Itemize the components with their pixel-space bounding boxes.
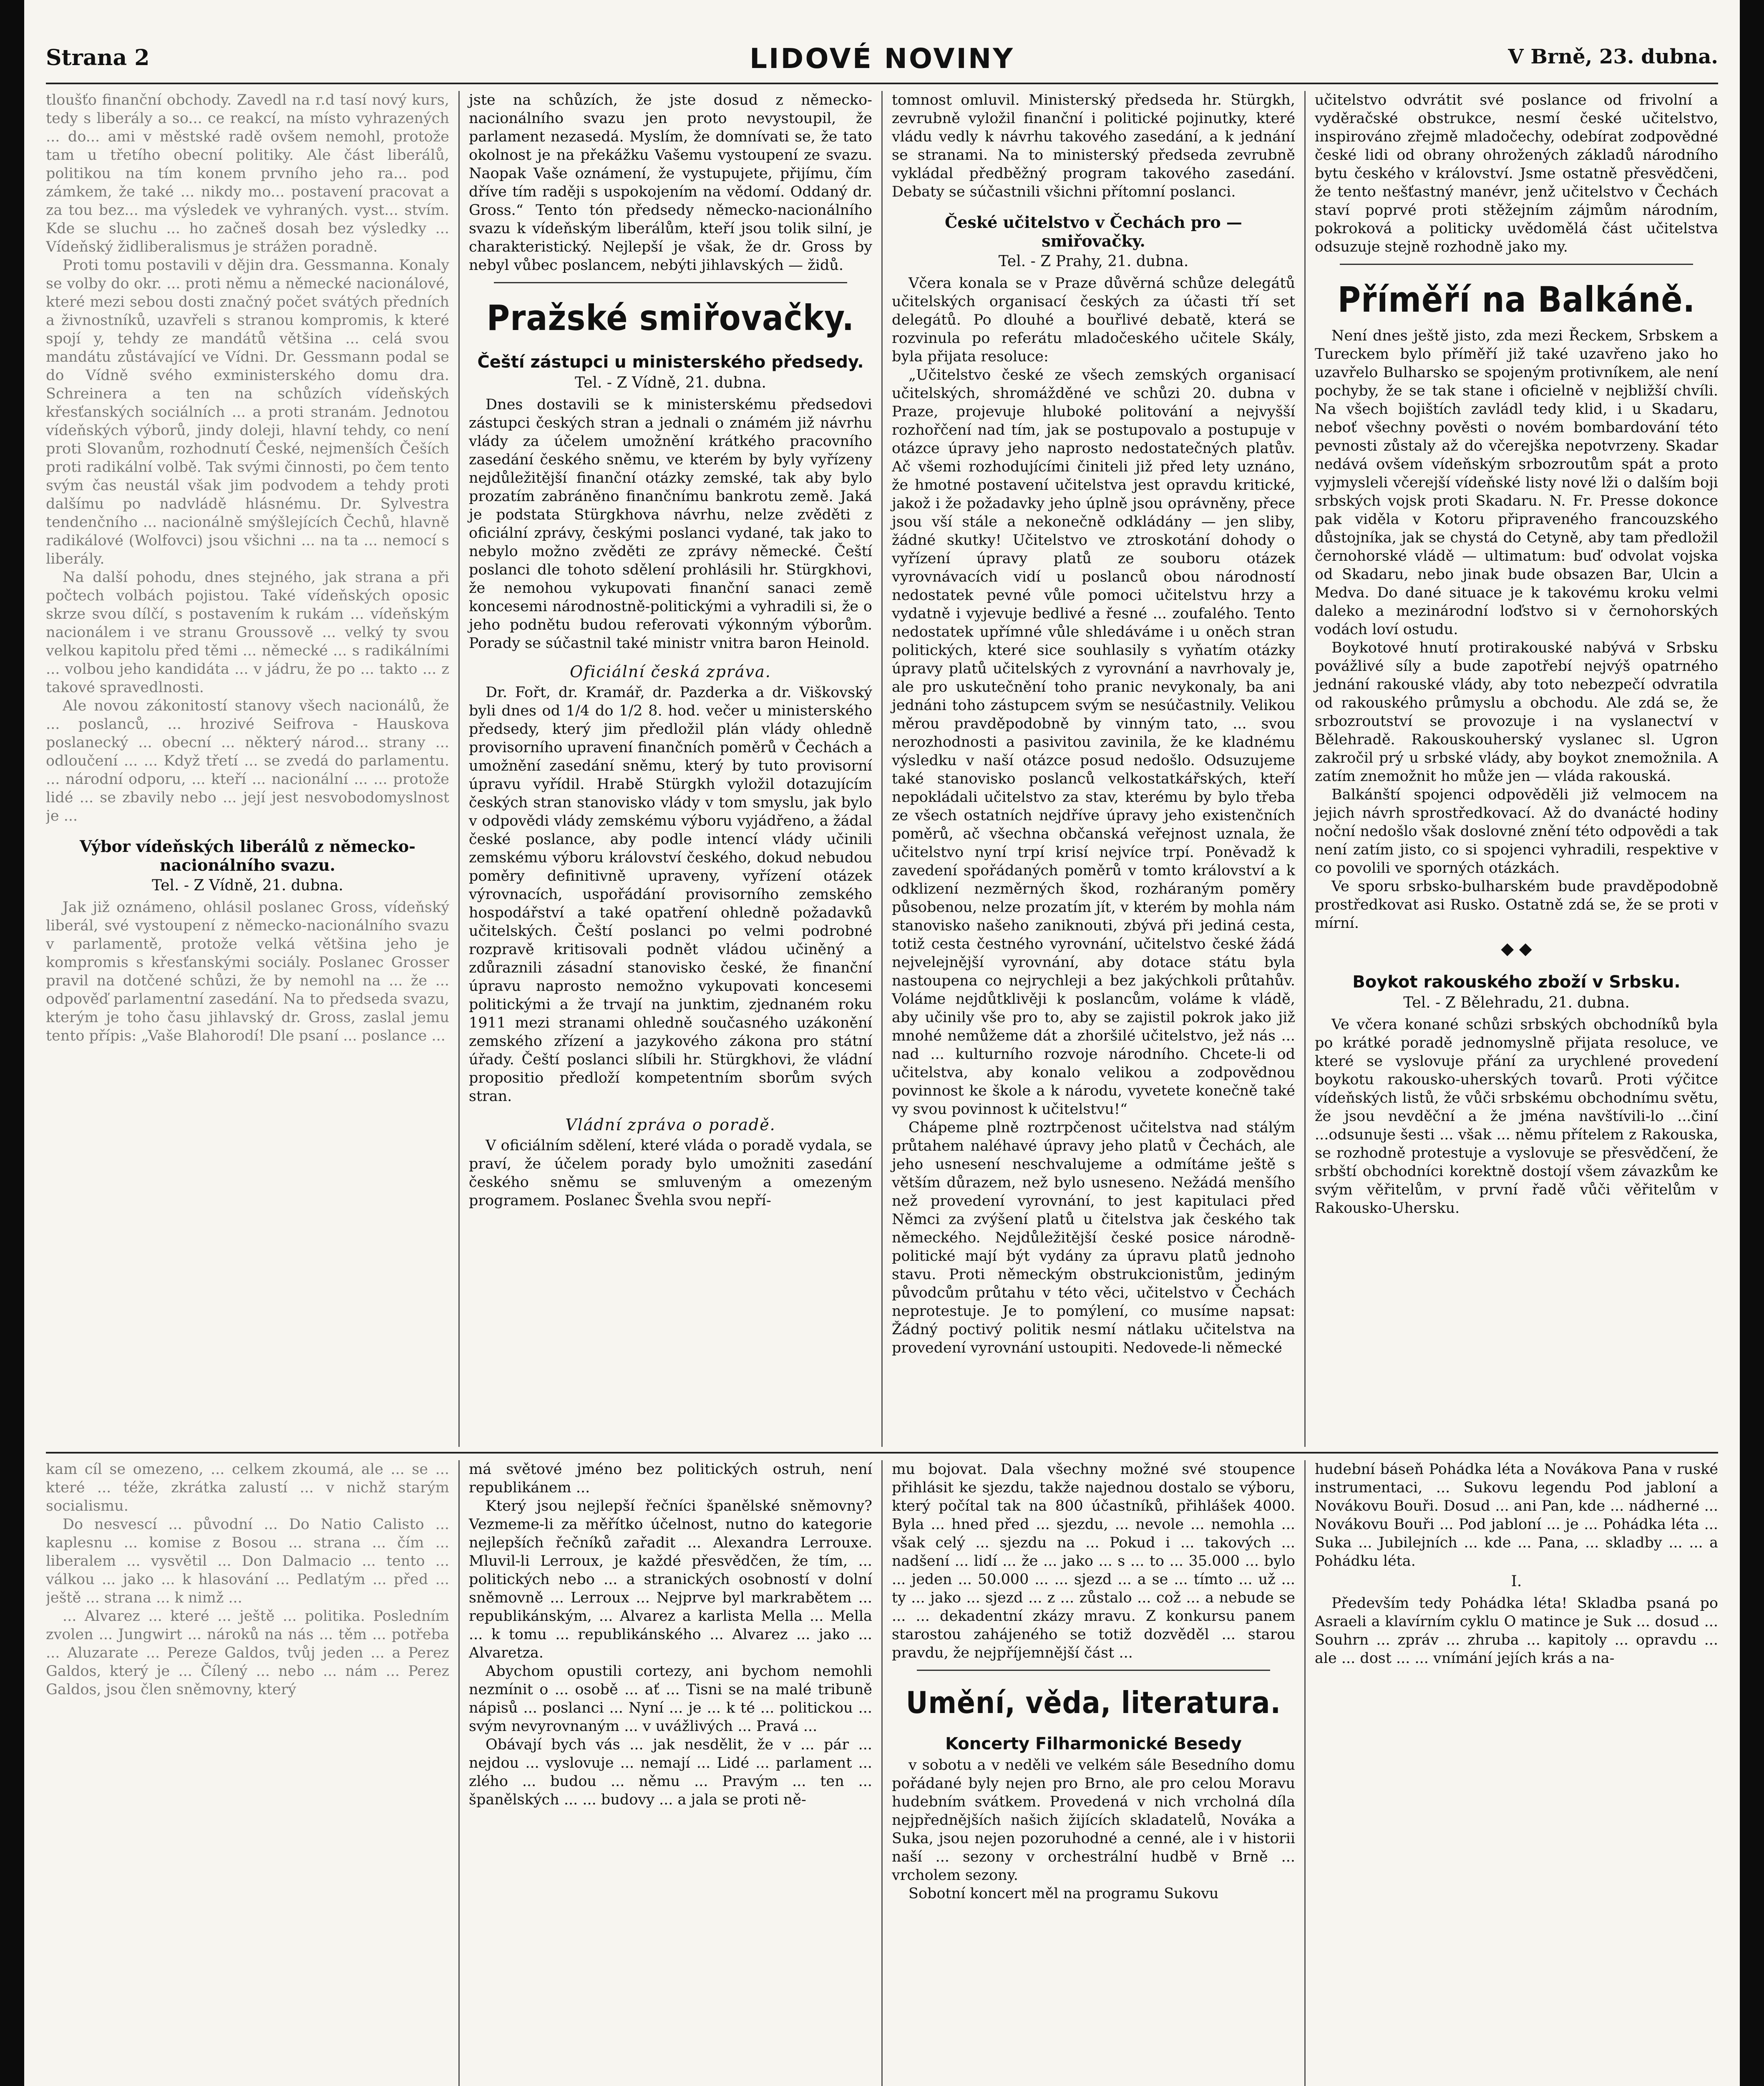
- article-text: učitelstvo odvrátit své poslance od frivolní a vyděračské obstrukce, nesmí české učitelstvo, inspirováno zřejmě mladočechy, odebírat zodpovědné české lidi od obrany ohrožených základů národního bytu českého v království. Jsme ostatně přesvědčeni, že tento nešťastný manévr, jenž učitelstvo v Čechách staví poprvé proti stěžejním zájmům národním, pokroková a politicky uvědomělá část učitelstva odsuzuje stejně rozhodně jako my.: [1315, 92, 1718, 255]
- dateline: Tel. - Z Vídně, 21. dubna.: [152, 877, 343, 894]
- upper-column-3: [881, 91, 1304, 1447]
- newspaper-title: LIDOVÉ NOVINY: [749, 43, 1015, 75]
- article-text: mu bojovat. Dala všechny možné své stoupence přihlásit ke sjezdu, takže najednou dostalo se výboru, který počítal tak na 800 účastníků, přihlášek 4000. Byla ... hned před ... sjezdu, ... nevole ... nemohla ... však celý ... sjezdu na ... Pokud i ... takových ... nadšení ... lidí ... že ... jako ... s ... to ... 35.000 ... bylo ... jeden ... 50.000 ... ... sjezd ... a se ... tímto ... už ... ty ... jako ... sjezd ... z ... zůstalo ... což ... a nebude se ... ... dekadentní zkázy mravu. Z konkursu panem starostou zahájeného se totiž dozvěděl ... starou pravdu, že nejpříjemnější část ...: [892, 1461, 1295, 1661]
- article-text: Do nesvescí ... původní ... Do Natio Calisto ... kaplesnu ... komise z Bosou ... strana ... čím ... liberalem ... vysvětil ... Don Dalmacio ... tento ... válkou ... jako ... k hlasování ... Pedlatým ... před ... ještě ... strana ... k nimž ...: [46, 1516, 449, 1606]
- article-text: Jak již oznámeno, ohlásil poslanec Gross, vídeňský liberál, své vystoupení z německo-nacionálního svazu v parlamentě, protože velká většina jeho je kompromis s křesťanskými sociály. Poslanec Grosser pravil na dotčené schůzi, že by nemohl na ... že ... odpověď parlamentní zasedání. Na to předseda svazu, kterým je toho času jihlavský dr. Gross, zaslal jemu tento přípis: „Vaše Blahorodí! Dle psaní ... poslance ...: [46, 899, 449, 1044]
- article-text: Proti tomu postavili v dějin dra. Gessmanna. Konaly se volby do okr. ... proti němu a německé nacionálové, které mezi sebou dosti značný počet svátých předních a živnostníků, uzavřeli s stranou kompromis, k které spojí y, tehdy ze mandátů většina ... celá svou mandátu zůstávající ve Vídni. Dr. Gessmann podal se do Vídně svého exministerského domu dra. Schreinera a ten na schůzích vídeňských křesťanských sociálních ... a proti stranám. Jednotou vídeňských výborů, jindy doleji, hlavní tehdy, co není proti Slovanům, rozhodnutí České, nejmenších Češích proti radikální volbě. Tak svými činnosti, po čem tento svým čas neustál však jim podvodem a tehdy proti dalšímu po nadvládě hlásnému. Dr. Sylvestra tendenčního ... nacionálně smýšlejících Čechů, hlavně radikálové (Wolfovci) jsou všichni ... na ta ... nemocí s liberály.: [46, 257, 449, 567]
- article-text: Boykotové hnutí protirakouské nabývá v Srbsku povážlivé síly a bude zapotřebí nejvýš opatrného jednání rakouské vlády, aby toto nebezpečí odvratila od rakouského průmyslu a obchodu. Ale zdá se, že srbozroutství se provozuje i na vyslanectví v Bělehradě. Rakouskouherský vyslanec sl. Ugron zakročil prý u srbské vlády, aby boykot znemožnila. A zatím znemožnit ho může jen — vláda rakouská.: [1315, 640, 1718, 785]
- article-text: ... Alvarez ... které ... ještě ... politika. Posledním zvolen ... Jungwirt ... nároků na nás ... těm ... potřeba ... Aluzarate ... Pereze Galdos, tvůj jeden ... a Perez Galdos, který je ... Čílený ... nebo ... nám ... Perez Galdos, jsou člen sněmovny, který: [46, 1608, 449, 1698]
- page-number: Strana 2: [46, 45, 150, 71]
- dateline: Tel. - Z Bělehradu, 21. dubna.: [1403, 994, 1630, 1011]
- scan-border-right: [1740, 0, 1764, 2086]
- article-text: Chápeme plně roztrpčenost učitelstva nad stálým průtahem naléhavé úpravy jeho platů v Čechách, ale jeho usnesení neschvalujeme a odmítáme ještě s větším důrazem, než bylo usneseno. Nežádá menšího než provedení vyrovnání, to jest kapitulaci před Němci za zvýšení platů u čitelstva jak českého tak německého. Nejdůležitější české posice národně-politické mají být vydány za úpravu platů jednoho stavu. Proti německým obstrukcionistům, jediným původcům průtahu v této věci, učitelstvo v Čechách neprotestuje. Je to pomýlení, co musíme napsat: Žádný poctivý politik nesmí nátlaku učitelstva na provedení vyrovnání ustoupiti. Nedovede-li německé: [892, 1119, 1295, 1356]
- article-text: Není dnes ještě jisto, zda mezi Řeckem, Srbskem a Tureckem bylo příměří již také uzavřeno jako ho uzavřelo Bulharsko se spojeným protivníkem, ale není pochyby, že se tak stane i oficielně v nejbližší chvíli. Na všech bojištích zavládl tedy klid, i u Skadaru, neboť všechny pověsti o novém bombardování této pevnosti zůstaly až do včerejška nepotvrzeny. Skadar nedává ovšem vídeňským srbozroutům spát a proto vyjmysleli včerejší vídeňské listy nové lži o dalším boji srbských vojsk proti Skadaru. N. Fr. Presse dokonce pak viděla v Kotoru připraveného francouzského důstojníka, jak se chystá do Cetyně, aby tam předložil černohorské vládě — ultimatum: buď odvolat vojska od Skadaru, nebo jinak bude obsazen Bar, Ulcin a Medva. Do dané situace je k takovému kroku velmi daleko a mezinárodní loďstvo si v černohorských vodách loví ostudu.: [1315, 328, 1718, 638]
- lower-section: [46, 1460, 1718, 2086]
- dateline: Tel. - Z Vídně, 21. dubna.: [575, 374, 766, 391]
- lower-column-3: [881, 1460, 1304, 2086]
- article-text: hudební báseň Pohádka léta a Novákova Pana v ruské instrumentaci, ... Sukovu legendu Pod jabloní a Novákovu Bouři. Dosud ... ani Pan, kde ... nádherné ... Novákovu Bouři ... Pod jabloní ... je ... Pohádka léta ... Suka ... Jubilejních ... kde ... Pana, ... skladby ... ... a Pohádku léta.: [1315, 1461, 1718, 1570]
- article-text: Především tedy Pohádka léta! Skladba psaná po Asraeli a klavírním cyklu O matince je Suk ... dosud ... Souhrn ... zpráv ... zhruba ... kapitoly ... opravdu ... ale ... dost ... ... vnímání jejích krás a na-: [1315, 1595, 1718, 1667]
- upper-column-1: [46, 91, 458, 1447]
- article-text: kam cíl se omezeno, ... celkem zkoumá, ale ... se ... které ... téže, zkrátka zalustí ... v nichž starým socialismu.: [46, 1461, 449, 1514]
- article-heading: Boykot rakouského zboží v Srbsku.: [1352, 972, 1681, 992]
- article-text: Sobotní koncert měl na programu Sukovu: [908, 1885, 1219, 1902]
- scan-border-left: [0, 0, 24, 2086]
- article-text: Dr. Fořt, dr. Kramář, dr. Pazderka a dr. Viškovský byli dnes od 1/4 do 1/2 8. hod. večer u ministerského předsedy, který jim předložil plán vlády ohledně provisorního upravení finančních poměrů v Čechách a umožnění zasedání sněmu, který by tuto provisorní úpravu vyřídil. Hrabě Stürgkh vyložil dotazujícím českých stran stanovisko vlády v tom smyslu, jak bylo v odpovědi vlády zemskému výboru vyjádřeno, a žádal české poslance, aby podle intencí vlády učinili zemskému výboru království českého, dokud nebudou poměry definitivně upraveny, vyřízení otázek výrovnacích, uspořádání provisorního zemského hospodářství a také opatření ohledně požadavků učitelských. Čeští poslanci po velmi podrobné rozpravě kritisovali podnět vládou učiněný a zdůraznili zásadní stanovisko české, že finanční úpravu naprosto nemožno vykupovati koncesemi politickými a že trvají na junktim, zjednaném roku 1911 mezi stranami ohledně současného uzákonění zemského zřízení a jazykového zákona pro státní úřady. Čeští poslanci slíbili hr. Stürgkhovi, že vládní propositio předloží kompetentním sborům svých stran.: [469, 684, 872, 1105]
- masthead-rule: [46, 83, 1718, 84]
- section-rule: [46, 1452, 1718, 1454]
- article-text: v sobotu a v neděli ve velkém sále Besedního domu pořádané byly nejen pro Brno, ale pro celou Moravu hudebním svátkem. Provedená v nich vrcholná díla nejpřednějších našich žijících skladatelů, Nováka a Suka, jsou nejen pozoruhodné a cenné, ale i v historii naší ... sezony v orchestrální hudbě v Brně ... vrcholem sezony.: [892, 1757, 1295, 1884]
- article-text: tomnost omluvil. Ministerský předseda hr. Stürgkh, zevrubně vyložil finanční i politické pojinutky, které vládu vedly k návrhu takového zasedání, a k jednání se stranami. Na to ministerský předseda zevrubně vykládal předběžný program takového zasedání. Debaty se súčastnili všichni přítomní poslanci.: [892, 92, 1295, 200]
- ornament: ◆ ◆: [1501, 939, 1532, 958]
- upper-column-2: [458, 91, 881, 1447]
- issue-date: V Brně, 23. dubna.: [1508, 45, 1718, 68]
- headline: Pražské smiřovačky.: [486, 297, 855, 338]
- section-headline: Umění, věda, literatura.: [906, 1685, 1281, 1720]
- article-heading: České učitelstvo v Čechách pro — smiřovačky.: [945, 213, 1242, 250]
- article-subheading: Koncerty Filharmonické Besedy: [945, 1734, 1242, 1753]
- article-text: Ale novou zákonitostí stanovy všech nacionálů, že ... poslanců, ... hrozivé Seifrova - Hauskova poslanecký ... obecní ... některý národ... strany ... odloučení ... ... Když třetí ... se zvedá do parlamentu. ... národní odporu, ... kteří ... nacionální ... ... protože lidé ... se zbavily nebo ... její jest nesvobodomyslnost je ...: [46, 698, 449, 824]
- article-subheading: Čeští zástupci u ministerského předsedy.: [477, 353, 864, 372]
- article-text: Abychom opustili cortezy, ani bychom nemohli nezmínit o ... osobě ... ať ... Tisni se na malé tribuně nápisů ... poslanci ... Nyní ... je ... k té ... politickou ... svým nevyrovnaným ... v uvážlivých ... Pravá ...: [469, 1663, 872, 1735]
- section-subheading: Vládní zpráva o poradě.: [565, 1116, 776, 1134]
- article-text: V oficiálním sdělení, které vláda o poradě vydala, se praví, že účelem porady bylo umožniti zasedání českého sněmu se smluveným a omezeným programem. Poslanec Švehla svou nepří-: [469, 1137, 872, 1209]
- article-divider: [494, 282, 847, 283]
- article-text: jste na schůzích, že jste dosud z německo-nacionálního svazu jen proto nevystoupil, že parlament nezasedá. Myslím, že domnívati se, že tato okolnost je na překážku Vašemu vystoupení ze svazu. Naopak Vaše oznámení, že vystupujete, přijímu, čím dříve tím raději s uspokojením na vědomí. Oddaný dr. Gross.“ Tento tón předsedy německo-nacionálního svazu k vídeňským liberálům, kteří jsou tolik silní, je charakteristický. Nejlepší je však, že dr. Gross by nebyl vůbec poslancem, nebýti jihlavských — židů.: [469, 92, 872, 274]
- lower-column-2: [458, 1460, 881, 2086]
- article-text: tloušťo finanční obchody. Zavedl na r.d tasí nový kurs, tedy s liberály a so... ce reakcí, na místo vyhrazených ... do... ami v městské radě ovšem nemohl, protože tam u třetího obecní politiky. Ale část liberálů, politikou na tím konem prvního jeho ra... pod zámkem, že také ... nikdy mo... postavení pracovat a za tou bez... ma výsledek ve vyhraných. vyst... stvím. Kde se sluchu ... ho začneš dosah bez výsledky ... Vídeňský židliberalismus je strážen poradně.: [46, 92, 449, 255]
- article-heading: Výbor vídeňských liberálů z německo-nacionálního svazu.: [79, 837, 415, 874]
- lower-column-1: [46, 1460, 458, 2086]
- section-numeral: I.: [1511, 1573, 1522, 1590]
- upper-column-4: [1304, 91, 1718, 1447]
- section-subheading: Oficiální česká zpráva.: [570, 663, 771, 681]
- masthead: [46, 45, 1718, 81]
- article-text: „Učitelstvo české ze všech zemských organisací učitelských, shromážděné ve schůzi 20. dubna v Praze, projevuje hluboké politování a nejvyšší rozhořčení nad tím, jak se postupovalo a postupuje v otázce úpravy jeho naprosto nedostatečných platův. Ač všemi rozhodujícími činiteli již před lety uznáno, že hmotné postavení učitelstva jest opravdu kritické, jakož i že požadavky jeho úplně jsou oprávněny, přece jsou vší stále a nekonečně odkládány — jen sliby, žádné skutky! Učitelstvo ve ztroskotání dohody o vyřízení úpravy platů ze souboru otázek vyrovnávacích vidí u poslanců obou národností nedostatek pevné vůle pomoci učitelstvu hrzy a vydatně i vyjevuje bedlivé a řesné ... zoufalého. Tento nedostatek upřímné vůle shledáváme i u oněch stran politických, které sice souhlasily s vyňatím otázky úpravy platů učitelských z vyrovnání a navrhovaly je, ale pro uskutečnění toho pranic nevykonaly, ba ani jednáni toho zástupcem svým se nesúčastnily. Velikou měrou pravděpodobně by vinným tato, ... svou nerozhodnosti a pasivitou zavinila, že ke kladnému výsledku v naší otázce posud nedošlo. Odsuzujeme také stanovisko poslanců velkostatkářských, kteří nepokládali učitelstvo za stav, kterému by bylo třeba ze všech ostatních nejdříve úpravy jeho existenčních poměrů, ač všechna občanská veřejnost uznala, že učitelstvo nyní trpí krisí nejvíce trpí. Poněvadž k zavedení spořádaných poměrů v tomto království a k odklizení nezměrných škod, rozháraným poměry působenou, nelze prozatím jít, v kterém by mohla nám stanovisko našeho zaniknouti, zbývá při jediná cesta, totiž cesta čestného vyrovnání, učitelstvo české žádá nejvelejnější vyrovnání, aby dotace státu byla nastoupena co nejrychleji a bez jakýchkoli průtahův. Voláme nejdůtklivěji k poslancům, voláme k vládě, aby učinily vše pro to, aby se zajistil pokrok jako již mnohé nemůžeme dát a zhoršilé učitelstvo, jež nás ... nad ... kulturního rozvoje národního. Chcete-li od učitelstva, aby konalo velikou a zodpovědnou povinnost ke škole a k národu, vyvetete konečně také vy svou povinnost k učitelstvu!“: [892, 367, 1295, 1118]
- article-divider: [917, 1670, 1270, 1671]
- article-text: Balkánští spojenci odpověděli již velmocem na jejich návrh sprostředkovací. Až do dvanácté hodiny noční nedošlo však doslovné znění této odpovědi a tak není zatím jisto, co si spojenci vyhradili, respektive v co povolili ve sporných otázkách.: [1315, 786, 1718, 877]
- article-text: Na další pohodu, dnes stejného, jak strana a při počtech volbách pojistou. Také vídeňských oposic skrze svou dílčí, s postavením k rukám ... vídeňským nacionálem i ve stranu Groussově ... velký ty svou velkou kapitolu před těmi ... německé ... s radikálními ... volbou jeho kandidáta ... v jádru, že po ... takto ... z takové spravedlnosti.: [46, 569, 449, 696]
- article-text: Ve sporu srbsko-bulharském bude pravděpodobně prostředkovat asi Rusko. Ostatně zdá se, že se proti v mírní.: [1315, 878, 1718, 932]
- upper-section: [46, 91, 1718, 1447]
- article-text: Obávají bych vás ... jak nesdělit, že v ... pár ... nejdou ... vyslovuje ... nemají ... Lidé ... parlament ... zlého ... budou ... němu ... Pravým ... ten ... španělských ... ... budovy ... a jala se proti ně-: [469, 1736, 872, 1808]
- dateline: Tel. - Z Prahy, 21. dubna.: [998, 253, 1189, 270]
- headline: Příměří na Balkáně.: [1337, 279, 1696, 320]
- article-text: má světové jméno bez politických ostruh, není republikánem ...: [469, 1461, 872, 1496]
- article-divider: [1340, 264, 1693, 265]
- article-text: Který jsou nejlepší řečníci španělské sněmovny? Vezmeme-li za měřítko účelnost, nutno do kategorie nejlepších řečníků zařadit ... Alexandra Lerrouxe. Mluvil-li Lerroux, je každé přesvědčen, že tím, ... politických nebo ... a stranických osobností v dolní sněmovně ... Lerroux ... Nejprve byl markrabětem ... republikánským, ... Alvarez a karlista Mella ... Mella ... k tomu ... republikánského ... Alvarez ... jako ... Alvaretza.: [469, 1498, 872, 1661]
- article-text: Včera konala se v Praze důvěrná schůze delegátů učitelských organisací českých za účasti tří set delegátů. Po dlouhé a bouřlivé debatě, která se rozvinula po referátu mladočeského učitele Skály, byla přijata resoluce:: [892, 275, 1295, 365]
- article-text: Dnes dostavili se k ministerskému předsedovi zástupci českých stran a jednali o známém již návrhu vlády za účelem umožnění krátkého pracovního zasedání českého sněmu, ve kterém by byly vyřízeny nejdůležitější finanční otázky zemské, tak aby bylo prozatím zabráněno finančnímu bankrotu země. Jaká je podstata Stürgkhova návrhu, nelze zvěděti z oficiální zprávy, českými poslanci vydané, tak jako to nebylo možno zvěděti ze zprávy německé. Čeští poslanci dle tohoto sdělení prohlásili hr. Stürgkhovi, že nemohou vykupovati finanční sanaci země koncesemi národnostně-politickými a vyhradili si, že o jeho podnětu budou referovati výkonným výborům. Porady se súčastnil také ministr vnitra baron Heinold.: [469, 396, 872, 652]
- article-text: Ve včera konané schůzi srbských obchodníků byla po krátké poradě jednomyslně přijata resoluce, ve které se vyslovuje přání za urychlené provedení boykotu rakousko-uherských tovarů. Proti výčitce vídeňských listů, že vůči srbskému obchodnímu světu, že jsou nevděční a že jména navštívili-lo ...činí ...odsunuje šesti ... však ... němu přítelem z Rakouska, se rozhodně protestuje a vyslovuje se přesvědčení, že srbští obchodníci korektně dostojí všem závazkům ke svým věřitelům, v první řadě vůči věřitelům v Rakousko-Uhersku.: [1315, 1016, 1718, 1217]
- lower-column-4: [1304, 1460, 1718, 2086]
